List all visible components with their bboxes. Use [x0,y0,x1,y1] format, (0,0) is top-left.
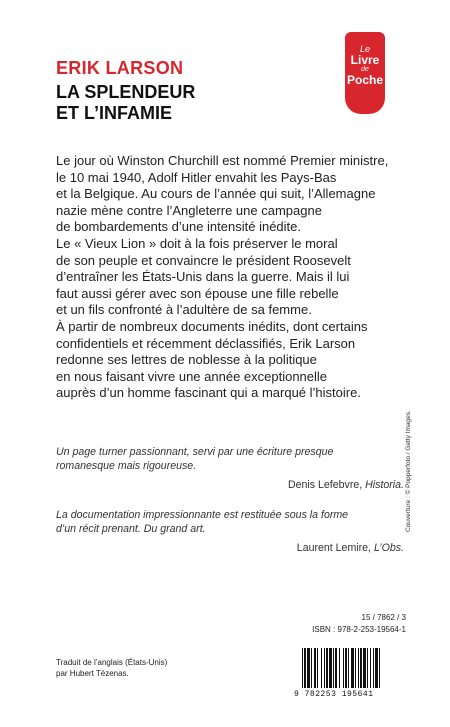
quote-text-line: romanesque mais rigoureuse. [56,460,197,472]
blurb-line: Le « Vieux Lion » doit à la fois préserver le moral [56,235,338,251]
blurb-line: de son peuple et convaincre le président Roosevelt [56,252,351,268]
blurb-line: et la Belgique. Au cours de l’année qui suit, l’Allemagne [56,186,376,202]
blurb-line: Le jour où Winston Churchill est nommé Premier ministre, [56,153,389,168]
blurb-line: confidentiels et récemment déclassifiés, Erik Larson [56,335,356,351]
logo-line-4: Poche [346,73,383,87]
quote-text-line: La documentation impressionnante est restituée sous la forme [56,509,349,521]
blurb-line: nazie mène contre l’Angleterre une campagne [56,202,322,218]
quote-publication: L’Obs. [373,542,404,554]
logo-line-2: Livre [350,53,380,67]
book-title [56,82,195,124]
publisher-logo [345,32,385,114]
blurb-line: le 10 mai 1940, Adolf Hitler envahit les Pays-Bas [56,169,337,185]
blurb-line: et un fils confronté à l’adultère de sa femme. [56,302,312,318]
press-quote-2 [56,508,404,555]
catalog-number: 15 / 7862 / 3 [361,613,406,622]
barcode-digits: 9 782253 195641 [294,690,374,699]
translator-credit [56,657,167,679]
quote-text-line: d’un récit prenant. Du grand art. [56,523,206,535]
author-name: ERIK LARSON [56,58,184,78]
isbn: ISBN : 978-2-253-19564-1 [312,625,406,634]
cover-photo-credit: Couverture : © Popperfoto / Getty Images. [405,410,412,532]
blurb-line: en nous faisant vivre une année exceptionnelle [56,368,328,384]
quote-text-line: Un page turner passionnant, servi par une écriture presque [56,446,334,458]
quote-author: Denis Lefebvre, [287,479,366,491]
logo-line-3: de [361,66,369,73]
blurb-line: À partir de nombreux documents inédits, dont certains [56,318,368,334]
blurb-line: d’entraîner les États-Unis dans la guerre. Mais il lui [56,269,350,285]
title-line-1: LA SPLENDEUR [56,82,196,102]
catalog-codes [312,612,406,636]
quote-source [56,541,404,555]
title-line-2: ET L’INFAMIE [56,103,173,123]
blurb-line: de bombardements d’une intensité inédite. [56,219,301,235]
blurb-line: faut aussi gérer avec son épouse une fille rebelle [56,285,339,301]
barcode-icon [300,648,412,692]
quote-publication: Historia. [365,479,404,491]
translator-line-1: Traduit de l’anglais (États-Unis) [56,658,168,667]
logo-line-1: Le [359,44,370,54]
quote-source [56,478,404,492]
back-cover-blurb [56,153,426,402]
blurb-line: auprès d’un homme fascinant qui a marqué l’histoire. [56,385,361,401]
blurb-line: redonne ses lettres de noblesse à la politique [56,352,317,368]
quote-author: Laurent Lemire, [296,542,374,554]
translator-line-2: par Hubert Tézenas. [56,669,129,678]
press-quote-1 [56,445,404,492]
